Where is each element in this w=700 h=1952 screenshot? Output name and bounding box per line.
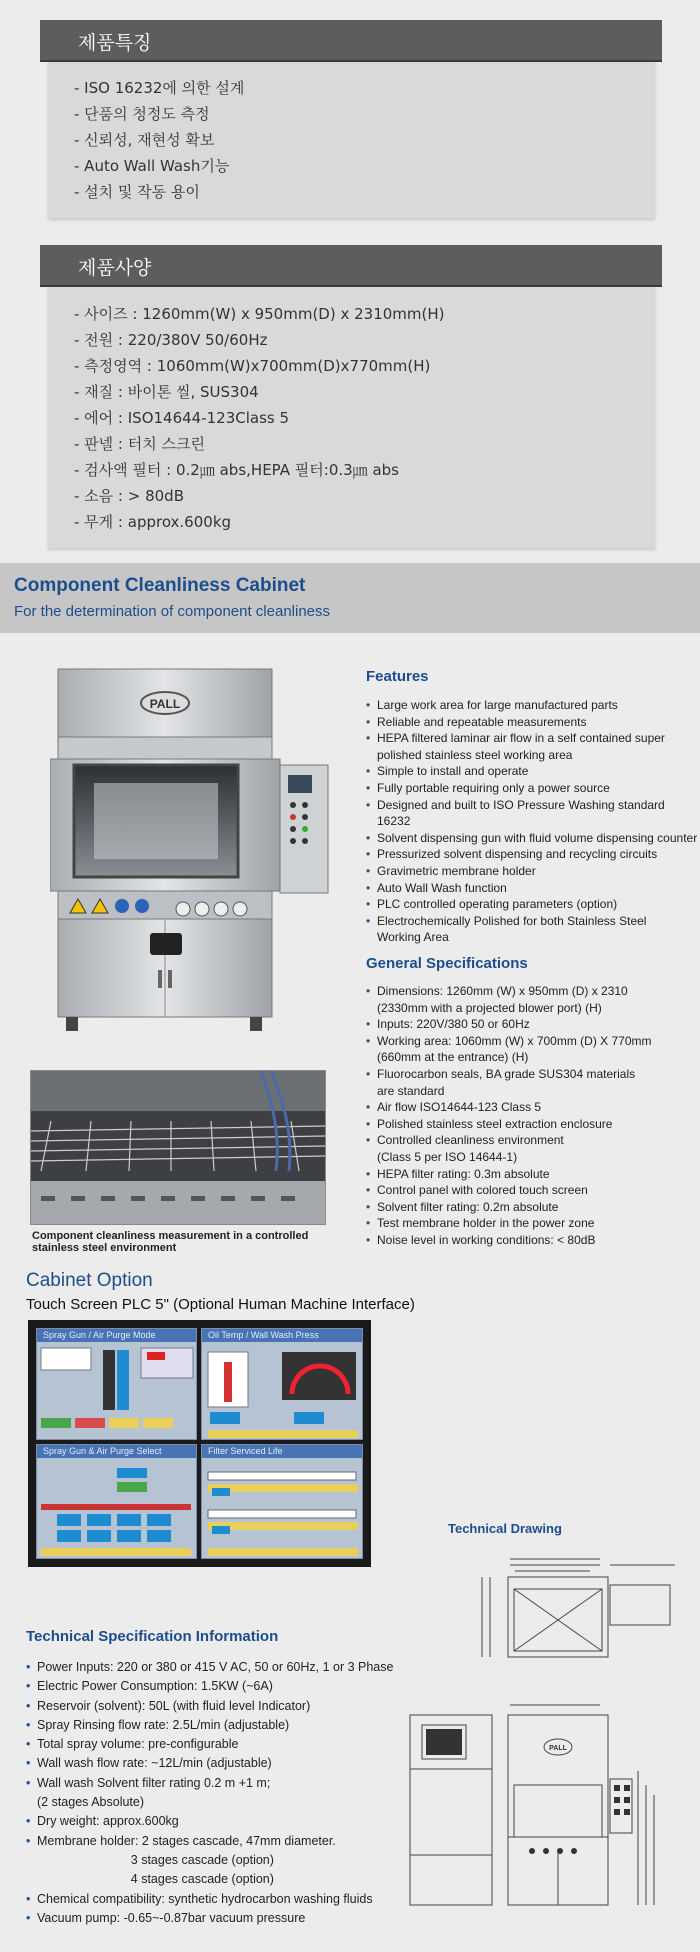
hmi-panel-spray-gun <box>36 1328 197 1440</box>
list-item: • Noise level in working conditions: < 80dB <box>366 1232 652 1249</box>
list-item: • Electrochemically Polished for both Stainless Steel <box>366 913 700 930</box>
list-item: • Simple to install and operate <box>366 763 700 780</box>
list-item: • PLC controlled operating parameters (option) <box>366 896 700 913</box>
photo-caption: Component cleanliness measurement in a controlled stainless steel environment <box>32 1230 309 1254</box>
list-item: - 설치 및 작동 용이 <box>74 183 200 201</box>
list-item: Working Area <box>377 930 449 945</box>
cabinet-option-title: Cabinet Option <box>26 1270 153 1291</box>
list-item: • Fluorocarbon seals, BA grade SUS304 materials <box>366 1066 652 1083</box>
list-item: - 검사액 필터 : 0.2㎛ abs,HEPA 필터:0.3㎛ abs <box>74 461 399 479</box>
list-item: - 전원 : 220/380V 50/60Hz <box>74 331 268 349</box>
list-item: • Large work area for large manufactured parts <box>366 697 700 714</box>
list-item: • Pressurized solvent dispensing and recycling circuits <box>366 846 700 863</box>
features-title: Features <box>366 668 429 685</box>
list-item: • Chemical compatibility: synthetic hydrocarbon washing fluids <box>26 1890 393 1909</box>
list-item: - 신뢰성, 재현성 확보 <box>74 131 215 149</box>
list-item: • Control panel with colored touch screen <box>366 1182 652 1199</box>
list-item: - ISO 16232에 의한 설계 <box>74 79 245 97</box>
list-item: (2 stages Absolute) <box>37 1795 145 1810</box>
list-item: - 재질 : 바이톤 씰, SUS304 <box>74 383 259 401</box>
list-item: • Dry weight: approx.600kg <box>26 1812 393 1831</box>
pall-logo: PALL <box>549 1745 567 1752</box>
panel-graphic <box>37 1458 197 1559</box>
list-item: are standard <box>377 1083 445 1098</box>
panel-graphic <box>202 1342 363 1440</box>
list-item: - 단품의 청정도 측정 <box>74 105 210 123</box>
list-item: - 사이즈 : 1260mm(W) x 950mm(D) x 2310mm(H) <box>74 305 445 323</box>
touch-screen-image <box>28 1320 371 1567</box>
list-item: • HEPA filter rating: 0.3m absolute <box>366 1166 652 1183</box>
panel-graphic <box>37 1342 197 1440</box>
list-item: • Solvent filter rating: 0.2m absolute <box>366 1199 652 1216</box>
list-item: (2330mm with a projected blower port) (H) <box>377 1000 602 1015</box>
interior-photo <box>30 1070 326 1225</box>
tech-spec-list <box>26 1658 393 1928</box>
hmi-panel-filter-life <box>201 1444 363 1559</box>
list-item: - 판넬 : 터치 스크린 <box>74 435 205 453</box>
list-item: (Class 5 per ISO 14644-1) <box>377 1149 518 1164</box>
list-item: • Fully portable requiring only a power source <box>366 780 700 797</box>
list-item: • Membrane holder: 2 stages cascade, 47mm diameter. <box>26 1832 393 1851</box>
list-item: • Auto Wall Wash function <box>366 880 700 897</box>
hmi-panel-oil-temp <box>201 1328 363 1440</box>
product-subtitle: For the determination of component cleanliness <box>14 603 331 620</box>
features-kr-box <box>48 52 655 218</box>
general-specs-title: General Specifications <box>366 955 528 972</box>
list-item: • Vacuum pump: -0.65~-0.87bar vacuum pressure <box>26 1909 393 1928</box>
list-item: • Wall wash flow rate: ~12L/min (adjustable) <box>26 1754 393 1773</box>
panel-graphic <box>202 1458 363 1559</box>
features-kr-heading: 제품특징 <box>40 20 662 60</box>
list-item: • Polished stainless steel extraction enclosure <box>366 1116 652 1133</box>
interior-photo-illustration <box>31 1071 326 1225</box>
list-item: 3 stages cascade (option) <box>37 1852 274 1867</box>
list-item: 4 stages cascade (option) <box>37 1872 274 1887</box>
list-item: • Electric Power Consumption: 1.5KW (~6A) <box>26 1677 393 1696</box>
list-item: • Power Inputs: 220 or 380 or 415 V AC, 50 or 60Hz, 1 or 3 Phase <box>26 1658 393 1677</box>
list-item: - 무게 : approx.600kg <box>74 513 232 531</box>
cabinet-option-subtitle: Touch Screen PLC 5" (Optional Human Machine Interface) <box>26 1296 415 1313</box>
product-title: Component Cleanliness Cabinet <box>14 575 306 596</box>
list-item: • Wall wash Solvent filter rating 0.2 m +1 m; <box>26 1774 393 1793</box>
list-item: • Spray Rinsing flow rate: 2.5L/min (adjustable) <box>26 1716 393 1735</box>
list-item: • Reservoir (solvent): 50L (with fluid level Indicator) <box>26 1697 393 1716</box>
list-item: • Working area: 1060mm (W) x 700mm (D) X 770mm <box>366 1033 652 1050</box>
specs-kr-list <box>48 278 655 535</box>
list-item: • Air flow ISO14644-123 Class 5 <box>366 1099 652 1116</box>
list-item: • Dimensions: 1260mm (W) x 950mm (D) x 2310 <box>366 983 652 1000</box>
tech-spec-title: Technical Specification Information <box>26 1628 279 1645</box>
general-specs-list <box>366 983 652 1249</box>
list-item: • Test membrane holder in the power zone <box>366 1215 652 1232</box>
list-item: • Gravimetric membrane holder <box>366 863 700 880</box>
list-item: • Solvent dispensing gun with fluid volume dispensing counter <box>366 830 700 847</box>
panel-title: Filter Serviced Life <box>202 1445 362 1458</box>
panel-title: Spray Gun & Air Purge Select <box>37 1445 196 1458</box>
list-item: - Auto Wall Wash기능 <box>74 157 230 175</box>
list-item: - 측정영역 : 1060mm(W)x700mm(D)x770mm(H) <box>74 357 431 375</box>
features-list <box>366 697 700 946</box>
list-item: • Total spray volume: pre-configurable <box>26 1735 393 1754</box>
product-title-band <box>0 563 700 633</box>
specs-kr-heading: 제품사양 <box>40 245 662 285</box>
list-item: • HEPA filtered laminar air flow in a self contained super <box>366 730 700 747</box>
list-item: • Designed and built to ISO Pressure Washing standard 16232 <box>366 797 700 830</box>
list-item: - 에어 : ISO14644-123Class 5 <box>74 409 290 427</box>
panel-title: Spray Gun / Air Purge Mode <box>37 1329 196 1342</box>
list-item: (660mm at the entrance) (H) <box>377 1050 529 1065</box>
list-item: • Reliable and repeatable measurements <box>366 714 700 731</box>
panel-title: Oil Temp / Wall Wash Press <box>202 1329 362 1342</box>
list-item: • Controlled cleanliness environment <box>366 1132 652 1149</box>
list-item: • Inputs: 220V/380 50 or 60Hz <box>366 1016 652 1033</box>
list-item: polished stainless steel working area <box>377 747 573 762</box>
technical-drawing <box>400 1555 690 1915</box>
features-kr-list <box>48 52 655 205</box>
specs-kr-box <box>48 278 655 548</box>
cabinet-machine-illustration <box>50 665 330 1035</box>
cabinet-machine-image <box>50 665 330 1035</box>
technical-drawing-title: Technical Drawing <box>448 1521 562 1536</box>
pall-logo: PALL <box>149 697 181 711</box>
list-item: - 소음 : > 80dB <box>74 487 184 505</box>
hmi-panel-air-purge <box>36 1444 197 1559</box>
